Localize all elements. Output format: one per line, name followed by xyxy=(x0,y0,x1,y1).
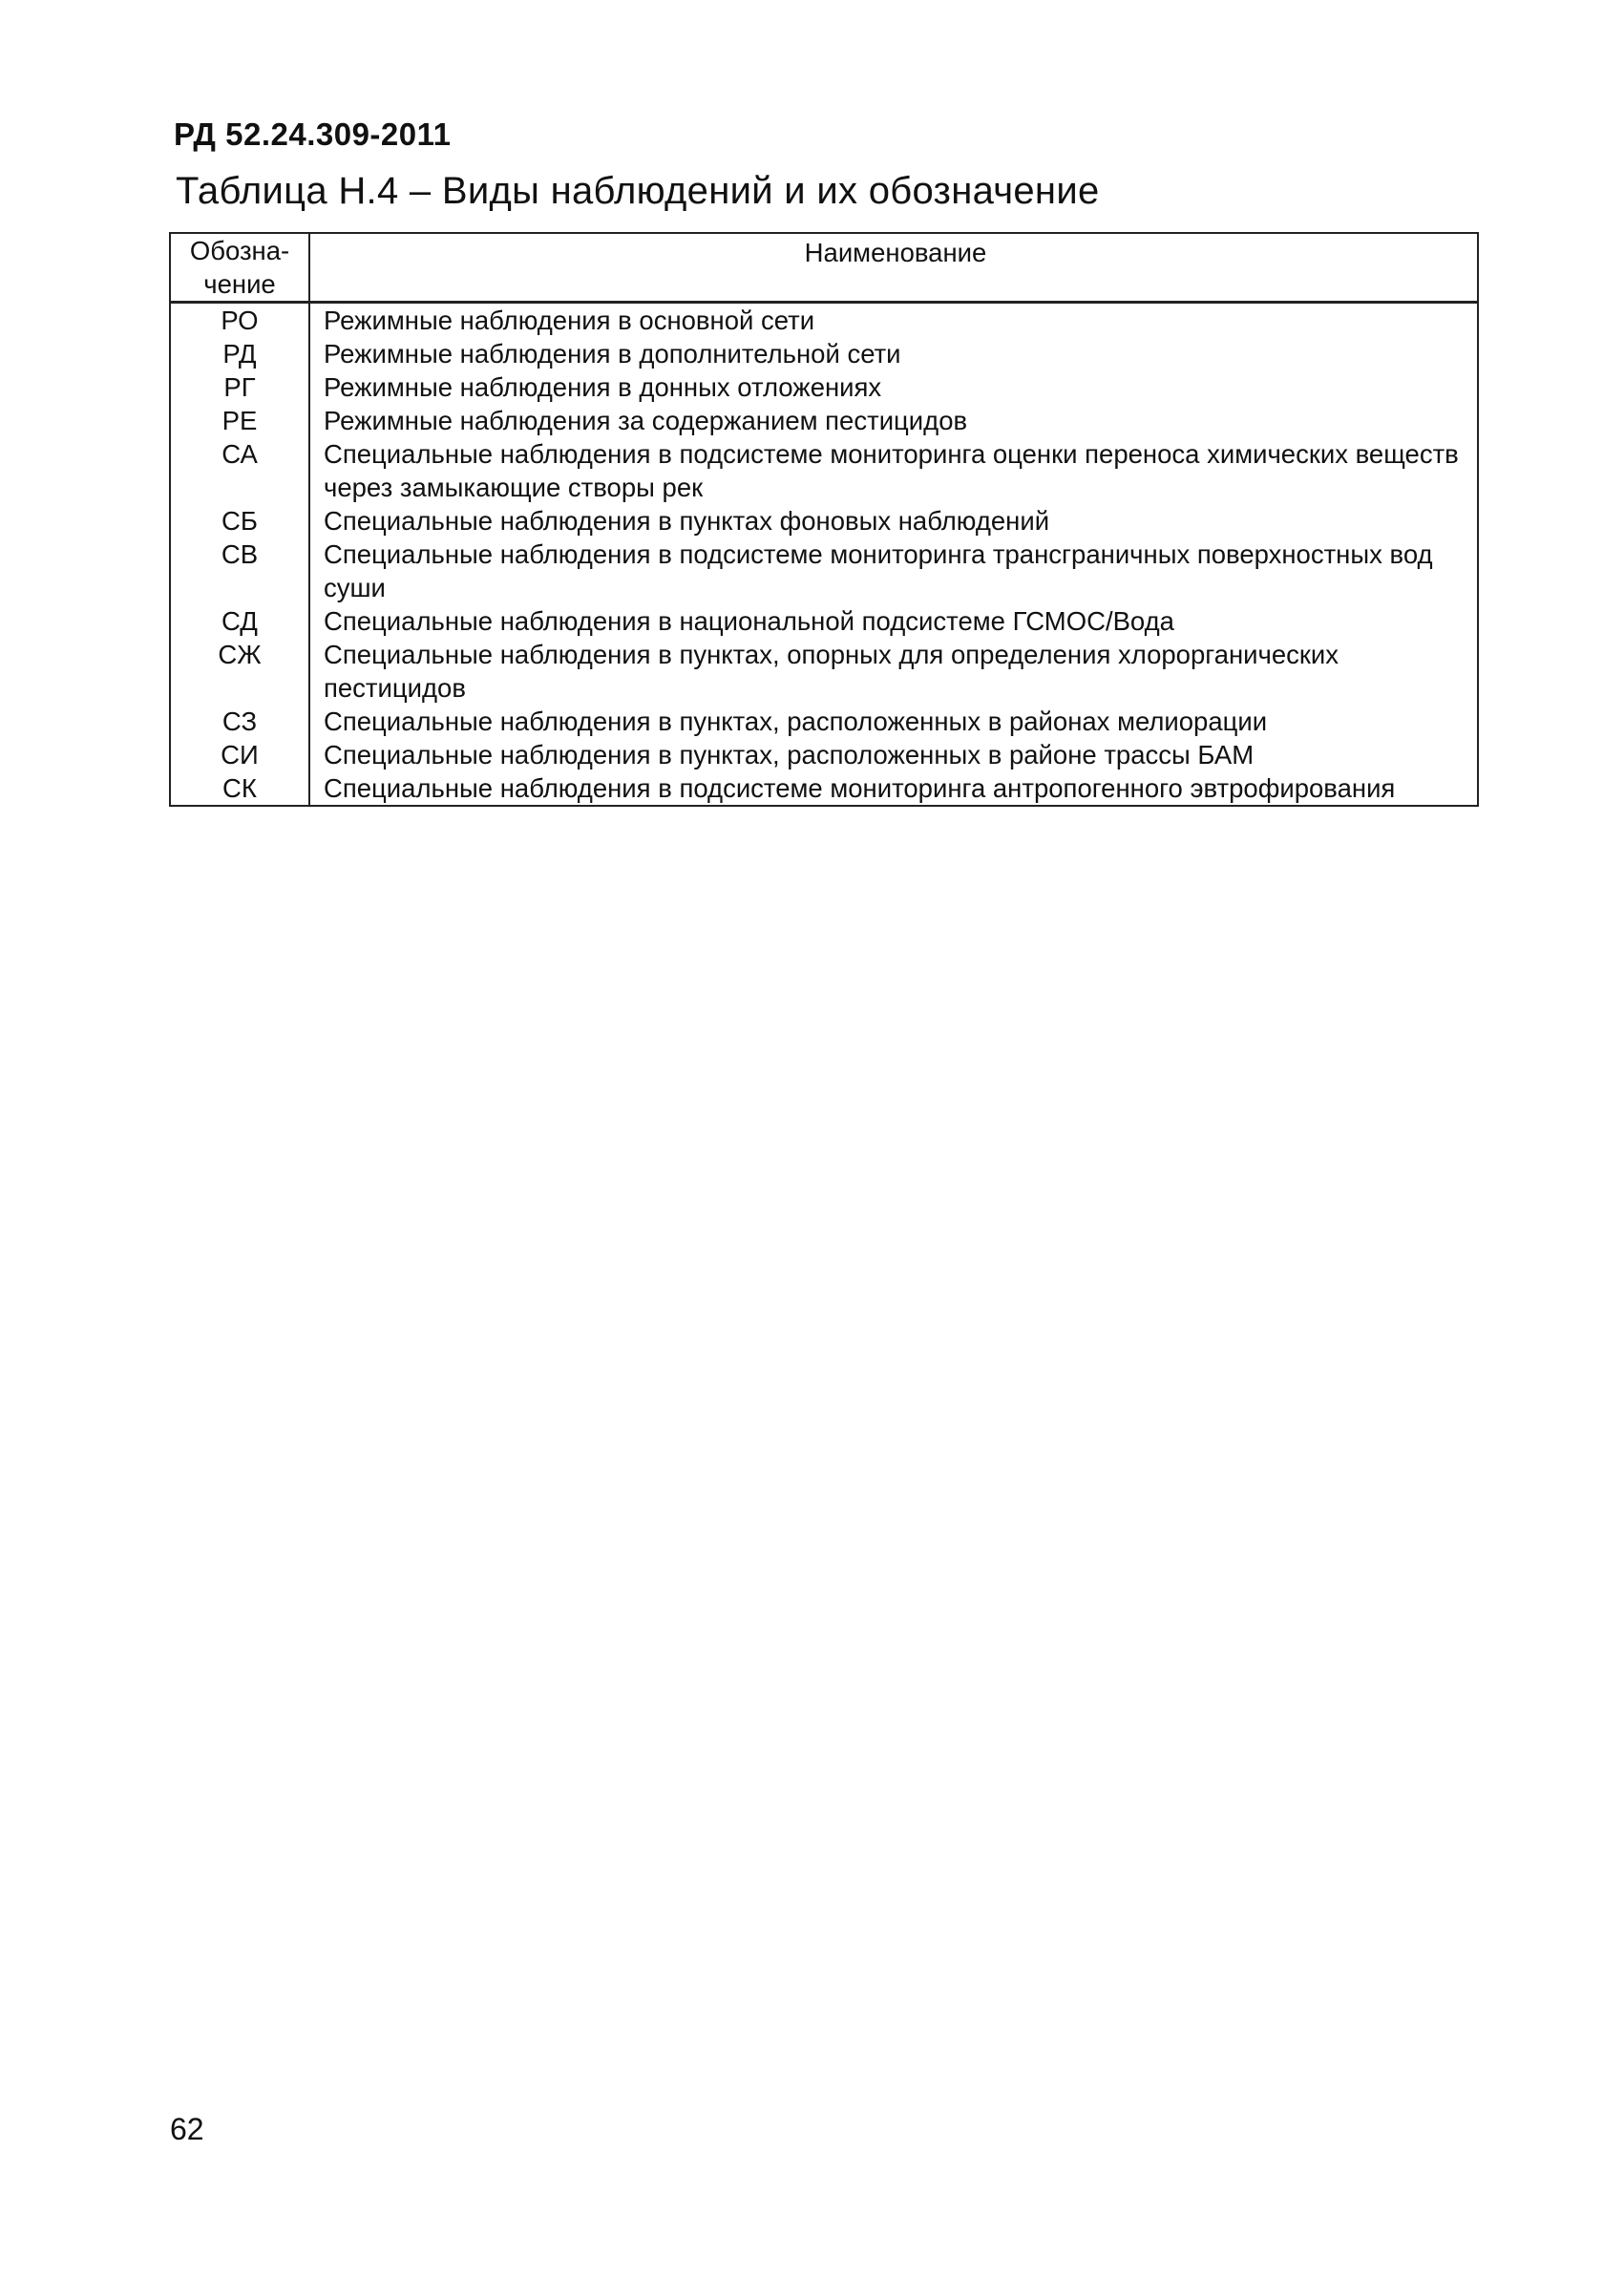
row-name: Специальные наблюдения в пунктах фоновых наблюдений xyxy=(309,504,1478,538)
row-code: СК xyxy=(170,771,309,806)
table-row xyxy=(170,604,1478,638)
row-name: Специальные наблюдения в подсистеме мониторинга оценки переноса химических веществ через замыкающие створы рек xyxy=(309,437,1478,504)
table-row xyxy=(170,771,1478,806)
table-row xyxy=(170,638,1478,705)
column-header-name: Наименование xyxy=(309,233,1478,303)
table-row xyxy=(170,504,1478,538)
table-row xyxy=(170,705,1478,738)
row-name: Специальные наблюдения в подсистеме мониторинга трансграничных поверхностных вод суши xyxy=(309,538,1478,604)
table-row xyxy=(170,337,1478,370)
table-header-row xyxy=(170,233,1478,303)
table-row xyxy=(170,404,1478,437)
row-name: Режимные наблюдения за содержанием пестицидов xyxy=(309,404,1478,437)
table-title: Таблица Н.4 – Виды наблюдений и их обозначение xyxy=(176,170,1100,212)
row-name: Специальные наблюдения в национальной подсистеме ГСМОС/Вода xyxy=(309,604,1478,638)
row-code: РО xyxy=(170,303,309,338)
row-name: Режимные наблюдения в донных отложениях xyxy=(309,370,1478,404)
row-code: СД xyxy=(170,604,309,638)
row-code: РД xyxy=(170,337,309,370)
row-code: СА xyxy=(170,437,309,504)
column-header-code: Обозна-чение xyxy=(170,233,309,303)
table-row xyxy=(170,738,1478,771)
table-row xyxy=(170,303,1478,338)
document-code: РД 52.24.309-2011 xyxy=(174,116,452,152)
row-name: Режимные наблюдения в основной сети xyxy=(309,303,1478,338)
page-number: 62 xyxy=(170,2112,204,2146)
row-code: СЗ xyxy=(170,705,309,738)
row-name: Специальные наблюдения в пунктах, расположенных в районах мелиорации xyxy=(309,705,1478,738)
row-code: СИ xyxy=(170,738,309,771)
row-name: Специальные наблюдения в пунктах, расположенных в районе трассы БАМ xyxy=(309,738,1478,771)
table-row xyxy=(170,437,1478,504)
row-name: Специальные наблюдения в пунктах, опорных для определения хлорорганических пестицидов xyxy=(309,638,1478,705)
row-code: РГ xyxy=(170,370,309,404)
row-name: Специальные наблюдения в подсистеме мониторинга антропогенного эвтрофирования xyxy=(309,771,1478,806)
table-row xyxy=(170,370,1478,404)
row-code: СБ xyxy=(170,504,309,538)
row-code: РЕ xyxy=(170,404,309,437)
row-code: СЖ xyxy=(170,638,309,705)
row-name: Режимные наблюдения в дополнительной сети xyxy=(309,337,1478,370)
row-code: СВ xyxy=(170,538,309,604)
observation-types-table xyxy=(169,232,1479,807)
table-row xyxy=(170,538,1478,604)
